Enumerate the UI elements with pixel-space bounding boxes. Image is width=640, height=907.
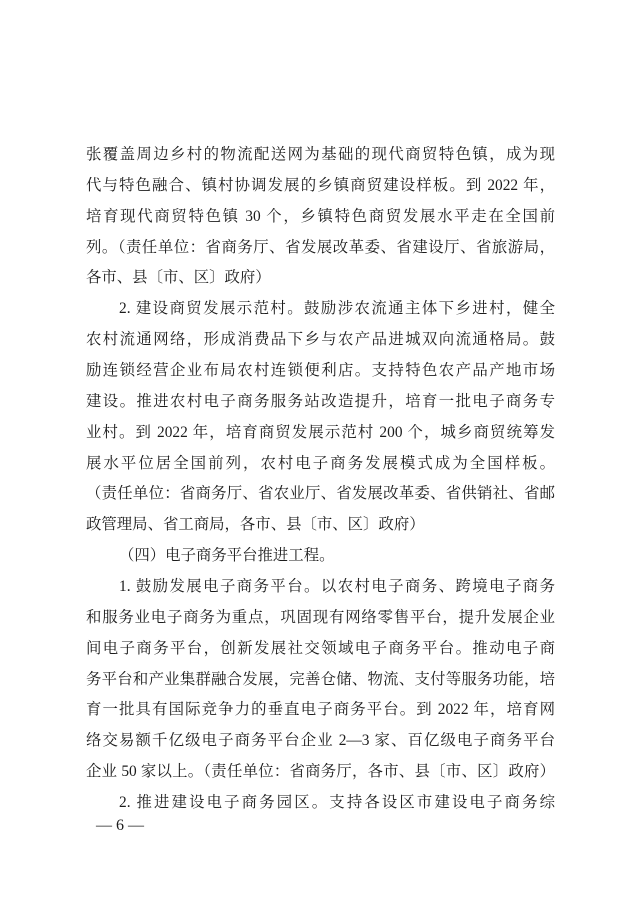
text-line: 2. 推进建设电子商务园区。支持各设区市建设电子商务综 bbox=[119, 794, 555, 812]
text-line: 络交易额千亿级电子商务平台企业 2—3 家、百亿级电子商务平台 bbox=[86, 732, 555, 750]
text-line: 育一批具有国际竞争力的垂直电子商务平台。到 2022 年，培育网 bbox=[86, 701, 555, 719]
paragraph-continuation bbox=[86, 140, 555, 294]
page-number: — 6 — bbox=[96, 817, 144, 834]
text-line: 代与特色融合、镇村协调发展的乡镇商贸建设样板。到 2022 年， bbox=[86, 176, 555, 194]
text-line: 励连锁经营企业布局农村连锁便利店。支持特色农产品产地市场 bbox=[86, 362, 555, 380]
text-line: 政管理局、省工商局，各市、县〔市、区〕政府） bbox=[86, 516, 425, 534]
list-item-demo-villages bbox=[86, 294, 555, 541]
section-heading: （四）电子商务平台推进工程。 bbox=[119, 547, 335, 565]
text-line: 企业 50 家以上。（责任单位：省商务厅，各市、县〔市、区〕政府） bbox=[86, 763, 555, 781]
text-line: 1. 鼓励发展电子商务平台。以农村电子商务、跨境电子商务 bbox=[119, 578, 555, 596]
text-line: 培育现代商贸特色镇 30 个，乡镇特色商贸发展水平走在全国前 bbox=[86, 207, 555, 225]
text-line: 和服务业电子商务为重点，巩固现有网络零售平台，提升发展企业 bbox=[86, 608, 555, 626]
text-line: 务平台和产业集群融合发展，完善仓储、物流、支付等服务功能，培 bbox=[86, 670, 555, 688]
list-item-ecommerce-parks bbox=[86, 788, 555, 819]
text-line: 农村流通网络，形成消费品下乡与农产品进城双向流通格局。鼓 bbox=[86, 331, 555, 349]
text-line: 2. 建设商贸发展示范村。鼓励涉农流通主体下乡进村，健全 bbox=[119, 300, 555, 318]
text-line: 张覆盖周边乡村的物流配送网为基础的现代商贸特色镇，成为现 bbox=[86, 146, 555, 163]
list-item-ecommerce-platforms bbox=[86, 572, 555, 788]
text-line: 间电子商务平台，创新发展社交领域电子商务平台。推动电子商 bbox=[86, 639, 555, 657]
text-line: 业村。到 2022 年，培育商贸发展示范村 200 个，城乡商贸统筹发 bbox=[86, 423, 555, 441]
text-line: 各市、县〔市、区〕政府） bbox=[86, 269, 271, 287]
body-text bbox=[86, 140, 555, 819]
text-line: 建设。推进农村电子商务服务站改造提升，培育一批电子商务专 bbox=[86, 392, 555, 410]
text-line: 列。（责任单位：省商务厅、省发展改革委、省建设厅、省旅游局， bbox=[86, 238, 555, 256]
text-line: 展水平位居全国前列，农村电子商务发展模式成为全国样板。 bbox=[86, 454, 555, 472]
text-line: （责任单位：省商务厅、省农业厅、省发展改革委、省供销社、省邮 bbox=[86, 485, 555, 503]
